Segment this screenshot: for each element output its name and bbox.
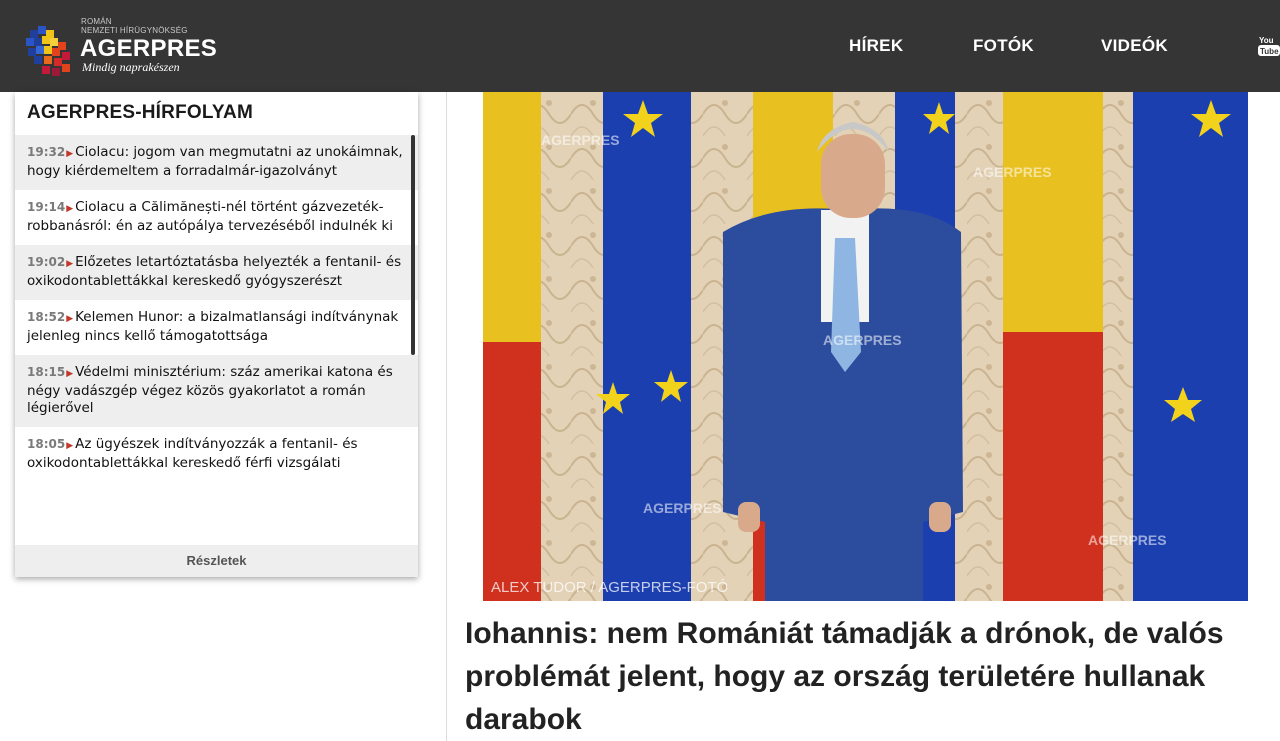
article-photo[interactable] (483, 92, 1248, 601)
arrow-right-icon: ▶ (66, 149, 74, 159)
feed-item-text: Védelmi minisztérium: száz amerikai katona és négy vadászgép végez közös gyakorlatot a román légierővel (27, 364, 393, 416)
arrow-right-icon: ▶ (66, 441, 74, 451)
logo-mark-icon (24, 24, 76, 80)
nav-fotok[interactable]: FOTÓK (973, 36, 1034, 55)
feed-item[interactable] (15, 355, 418, 427)
feed-item[interactable] (15, 245, 418, 300)
feed-item-text: Kelemen Hunor: a bizalmatlansági indítványnak jelenleg nincs kellő támogatottsága (27, 309, 399, 344)
feed-item[interactable] (15, 135, 418, 190)
logo-subtitle-line1: ROMÁN (81, 17, 112, 26)
article-title[interactable]: Iohannis: nem Romániát támadják a drónok, de valós problémát jelent, hogy az ország területére hullanak darabok (465, 617, 1224, 736)
feed-more-button[interactable]: Részletek (15, 545, 418, 577)
logo-subtitle (81, 17, 188, 35)
nav-videok[interactable]: VIDEÓK (1101, 36, 1168, 55)
photo-watermark: AGERPRES (643, 500, 722, 516)
feed-item-text: Ciolacu: jogom van megmutatni az unokáimnak, hogy kiérdemeltem a forradalmár-igazolványt (27, 144, 403, 179)
arrow-right-icon: ▶ (66, 204, 74, 214)
feed-item-text: Előzetes letartóztatásba helyezték a fentanil- és oxikodontablettákkal kereskedő gyógyszerészt (27, 254, 402, 289)
svg-text:Tube: Tube (1260, 47, 1279, 56)
arrow-right-icon: ▶ (66, 369, 74, 379)
feed-item-time: 18:15 (27, 365, 66, 379)
feed-item-time: 19:32 (27, 145, 66, 159)
nav-hirek[interactable]: HÍREK (849, 36, 904, 55)
site-header (0, 0, 1280, 92)
logo-name: AGERPRES (80, 35, 218, 62)
feed-list[interactable] (15, 135, 418, 545)
feed-item[interactable] (15, 190, 418, 245)
agerpres-logo[interactable] (24, 14, 224, 80)
photo-credit: ALEX TUDOR / AGERPRES-FOTÓ (491, 579, 729, 596)
column-divider (446, 92, 447, 741)
youtube-icon[interactable] (1258, 35, 1280, 57)
photo-watermark: AGERPRES (973, 164, 1052, 180)
photo-watermark: AGERPRES (823, 332, 902, 348)
logo-subtitle-line2: NEMZETI HÍRÜGYNÖKSÉG (81, 26, 188, 35)
arrow-right-icon: ▶ (66, 259, 74, 269)
feed-scrollbar[interactable] (411, 135, 415, 355)
feed-item-time: 18:52 (27, 310, 66, 324)
feed-item[interactable] (15, 427, 418, 482)
photo-watermark: AGERPRES (541, 132, 620, 148)
logo-tagline: Mindig naprakészen (82, 60, 180, 74)
svg-text:You: You (1259, 36, 1274, 45)
feed-item-text: Ciolacu a Călimănești-nél történt gázvezeték-robbanásról: én az autópálya tervezéséből indulnék ki (27, 199, 393, 234)
feed-item[interactable] (15, 300, 418, 355)
feed-item-time: 19:02 (27, 255, 66, 269)
feed-item-time: 18:05 (27, 437, 66, 451)
photo-watermark: AGERPRES (1088, 532, 1167, 548)
feed-item-text: Az ügyészek indítványozzák a fentanil- és oxikodontablettákkal kereskedő férfi vizsgálati (27, 436, 358, 471)
arrow-right-icon: ▶ (66, 314, 74, 324)
feed-title: AGERPRES-HÍRFOLYAM (27, 102, 254, 123)
feed-item-time: 19:14 (27, 200, 66, 214)
news-feed-panel (15, 92, 418, 577)
